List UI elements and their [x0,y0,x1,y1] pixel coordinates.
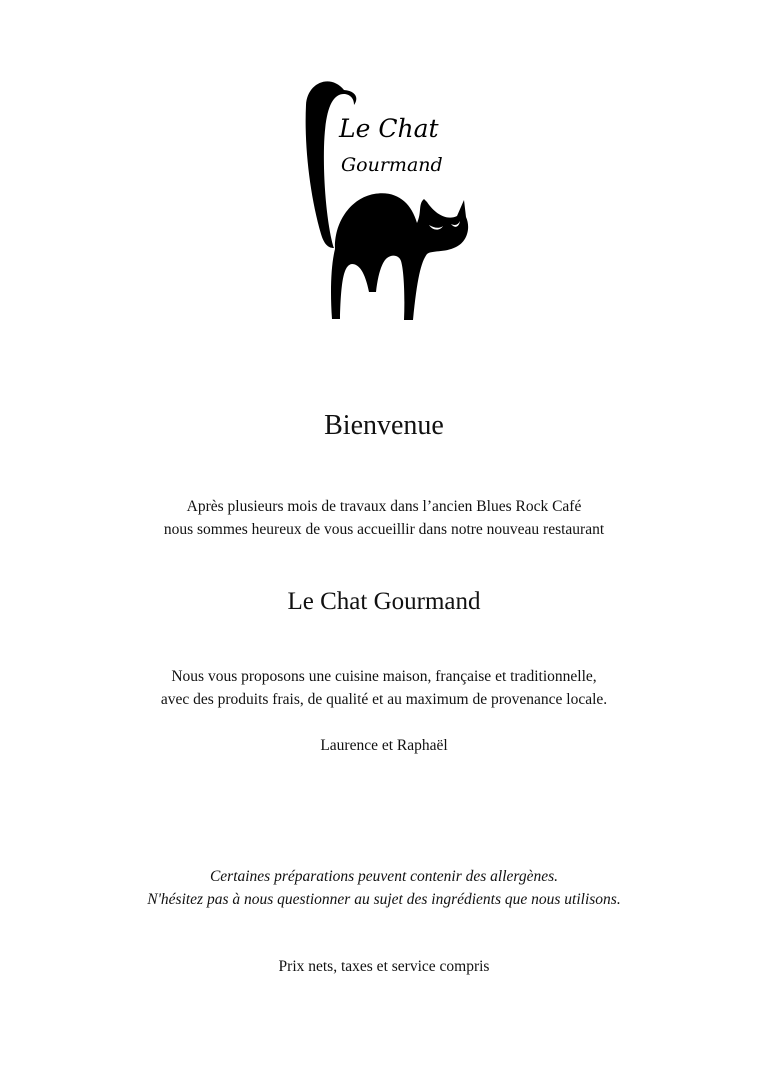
proposal-line: Nous vous proposons une cuisine maison, française et traditionnelle, [171,668,597,685]
cat-logo [300,74,475,324]
logo-line-2: Gourmand [341,154,443,176]
intro-line: Après plusieurs mois de travaux dans l’ancien Blues Rock Café [186,498,582,515]
cat-body-icon [331,193,468,320]
page-title: Bienvenue [324,410,444,441]
restaurant-name: Le Chat Gourmand [287,588,481,615]
proposal-paragraph [0,665,768,711]
price-note: Prix nets, taxes et service compris [278,958,490,975]
signature: Laurence et Raphaël [320,737,448,754]
allergen-line: Certaines préparations peuvent contenir des allergènes. [209,868,559,885]
allergen-line: N'hésitez pas à nous questionner au sujet des ingrédients que nous utilisons. [147,891,621,908]
allergen-notice [0,865,768,911]
proposal-line: avec des produits frais, de qualité et au maximum de provenance locale. [160,691,608,708]
logo-line-1: Le Chat [339,114,439,143]
intro-line: nous sommes heureux de vous accueillir dans notre nouveau restaurant [163,521,605,538]
intro-paragraph [0,495,768,541]
